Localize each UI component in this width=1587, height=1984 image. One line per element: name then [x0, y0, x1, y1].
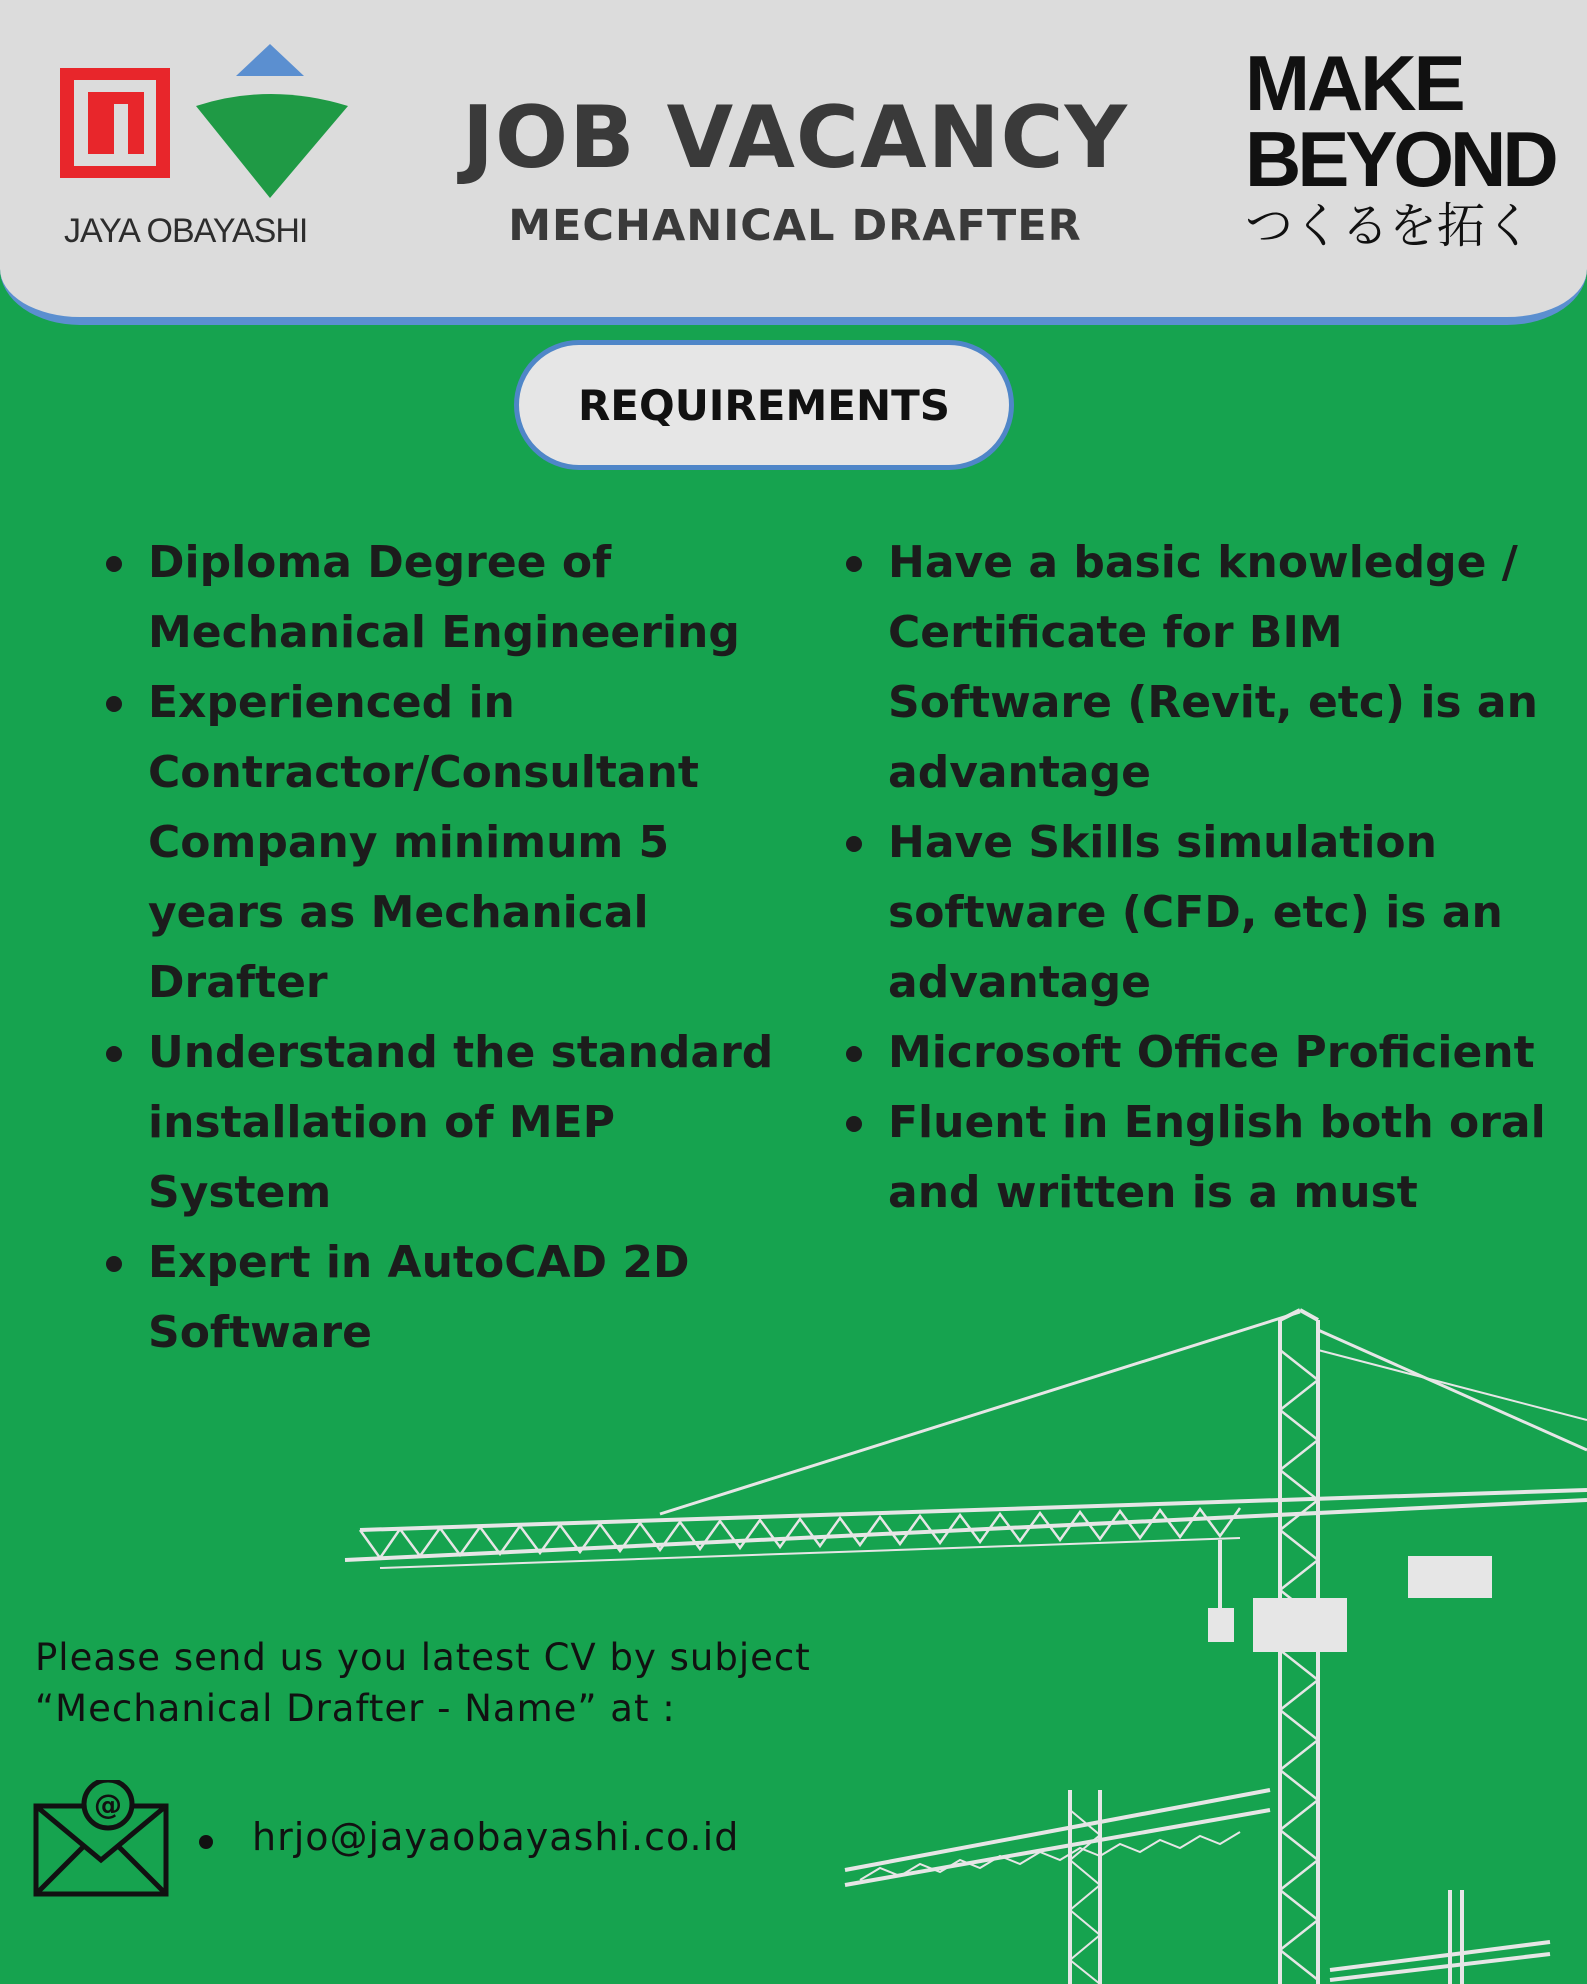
requirement-item: Expert in AutoCAD 2D Software [100, 1228, 800, 1368]
brand-name: JAYA OBAYASHI [64, 212, 308, 250]
requirement-item: Diploma Degree of Mechanical Engineering [100, 528, 800, 668]
header-banner [0, 0, 1587, 325]
slogan-line-3: つくるを拓く [1245, 198, 1534, 254]
email-envelope-icon [32, 1780, 172, 1900]
requirement-item: Have a basic knowledge / Certificate for BIM Software (Revit, etc) is an advantage [840, 528, 1580, 808]
slogan-line-2: BEYOND [1245, 115, 1555, 203]
svg-text:@: @ [94, 1788, 122, 1821]
requirement-item: Have Skills simulation software (CFD, etc) is an advantage [840, 808, 1580, 1018]
email-address[interactable]: hrjo@jayaobayashi.co.id [252, 1815, 740, 1859]
cv-instructions [35, 1632, 935, 1734]
slogan [1245, 39, 1565, 255]
cv-line-2: “Mechanical Drafter - Name” at : [35, 1687, 676, 1730]
requirement-item: Understand the standard installation of MEP System [100, 1018, 800, 1228]
page-title: JOB VACANCY [462, 88, 1128, 188]
email-bullet [199, 1835, 213, 1849]
requirement-item: Microsoft Office Proficient [840, 1018, 1580, 1088]
requirements-left-list [100, 528, 800, 1368]
requirements-right-list [840, 528, 1580, 1228]
requirement-item: Experienced in Contractor/Consultant Company minimum 5 years as Mechanical Drafter [100, 668, 800, 1018]
requirement-item: Fluent in English both oral and written is a must [840, 1088, 1580, 1228]
job-position: MECHANICAL DRAFTER [508, 201, 1082, 251]
cv-line-1: Please send us you latest CV by subject [35, 1636, 811, 1679]
company-logo [58, 40, 358, 270]
jaya-obayashi-logo-icon [58, 40, 358, 210]
requirements-heading: REQUIREMENTS [514, 340, 1014, 470]
slogan-line-1: MAKE [1245, 39, 1463, 127]
